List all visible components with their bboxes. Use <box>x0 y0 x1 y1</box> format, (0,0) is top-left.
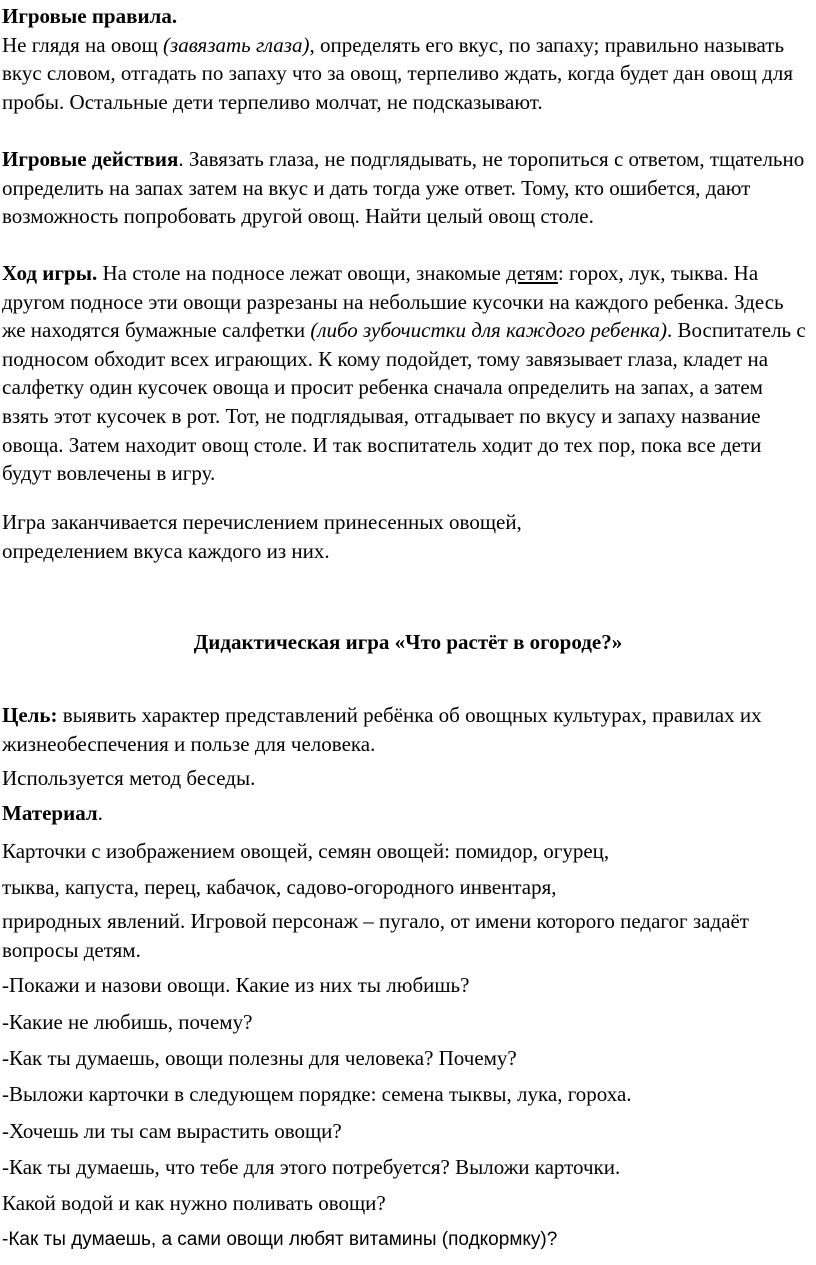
ending-line-2: определением вкуса каждого из них. <box>2 539 330 563</box>
question-6: -Как ты думаешь, что тебе для этого потребуется? Выложи карточки. <box>2 1155 621 1179</box>
method-text: Используется метод беседы. <box>2 766 256 790</box>
material-label: Материал <box>2 801 98 825</box>
question-5: -Хочешь ли ты сам вырастить овощи? <box>2 1119 342 1143</box>
course-text: На столе на подносе лежат овощи, знакомые <box>97 261 507 285</box>
course-paragraph <box>2 259 812 488</box>
question-7: Какой водой и как нужно поливать овощи? <box>2 1191 386 1215</box>
rules-text: Не глядя на овощ <box>2 32 164 57</box>
rules-text-rest: , определять его вкус, по запаху; правильно называть вкус словом, отгадать по запаху что за овощ, терпеливо ждать, когда будет дан овощ для пробы. Остальные дети терпеливо молчат, не подсказывают. <box>2 32 793 114</box>
actions-paragraph <box>2 145 812 231</box>
course-text-underlined: детям <box>506 261 558 285</box>
course-text-italic: (либо зубочистки для каждого ребенка) <box>310 318 668 343</box>
course-text-3: . Воспитатель с подносом обходит всех играющих. К кому подойдет, тому завязывает глаза, кладет на салфетку один кусочек овоща и просит ребенка сначала определить на запах, а затем взять этот кусочек в рот. Тот, не подглядывая, отгадывает по вкусу и запаху название овоща. Затем находит овощ столе. И так воспитатель ходит до тех пор, пока все дети будут вовлечены в игру. <box>2 318 806 486</box>
material-line <box>2 799 814 828</box>
course-text-2: : горох, лук, тыква. На другом подносе эти овощи разрезаны на небольшие кусочки на каждого ребенка. Здесь же находятся бумажные салфетки <box>2 261 784 343</box>
question-4: -Выложи карточки в следующем порядке: семена тыквы, лука, гороха. <box>2 1082 632 1106</box>
goal-paragraph <box>2 701 812 758</box>
ending-line-1: Игра заканчивается перечислением принесенных овощей, <box>2 510 522 534</box>
actions-heading: Игровые действия <box>2 147 179 171</box>
actions-text: . Завязать глаза, не подглядывать, не торопиться с ответом, тщательно определить на запах затем на вкус и дать тогда уже ответ. Тому, кто ошибется, дают возможность попробовать другой овощ. Найти целый овощ столе. <box>2 147 805 229</box>
question-2: -Какие не любишь, почему? <box>2 1010 253 1034</box>
rules-text-italic: (завязать глаза) <box>163 32 310 57</box>
goal-text: выявить характер представлений ребёнка об овощных культурах, правилах их жизнеобеспечения и пользе для человека. <box>2 703 762 756</box>
question-1: -Покажи и назови овощи. Какие из них ты любишь? <box>2 973 470 997</box>
rules-heading: Игровые правила. <box>2 4 178 28</box>
cards-line-1: Карточки с изображением овощей, семян овощей: помидор, огурец, <box>2 839 610 863</box>
rules-paragraph <box>2 2 812 116</box>
cards-line-3: природных явлений. Игровой персонаж – пугало, от имени которого педагог задаёт вопросы детям. <box>2 909 749 962</box>
course-heading: Ход игры. <box>2 261 98 285</box>
goal-label: Цель: <box>2 703 58 727</box>
cards-line-2: тыква, капуста, перец, кабачок, садово-огородного инвентаря, <box>2 875 557 899</box>
question-3: -Как ты думаешь, овощи полезны для человека? Почему? <box>2 1046 517 1070</box>
game-title: Дидактическая игра «Что растёт в огороде?» <box>193 630 623 654</box>
question-8: -Как ты думаешь, а сами овощи любят витамины (подкормку)? <box>2 1229 558 1250</box>
material-dot: . <box>97 801 103 825</box>
